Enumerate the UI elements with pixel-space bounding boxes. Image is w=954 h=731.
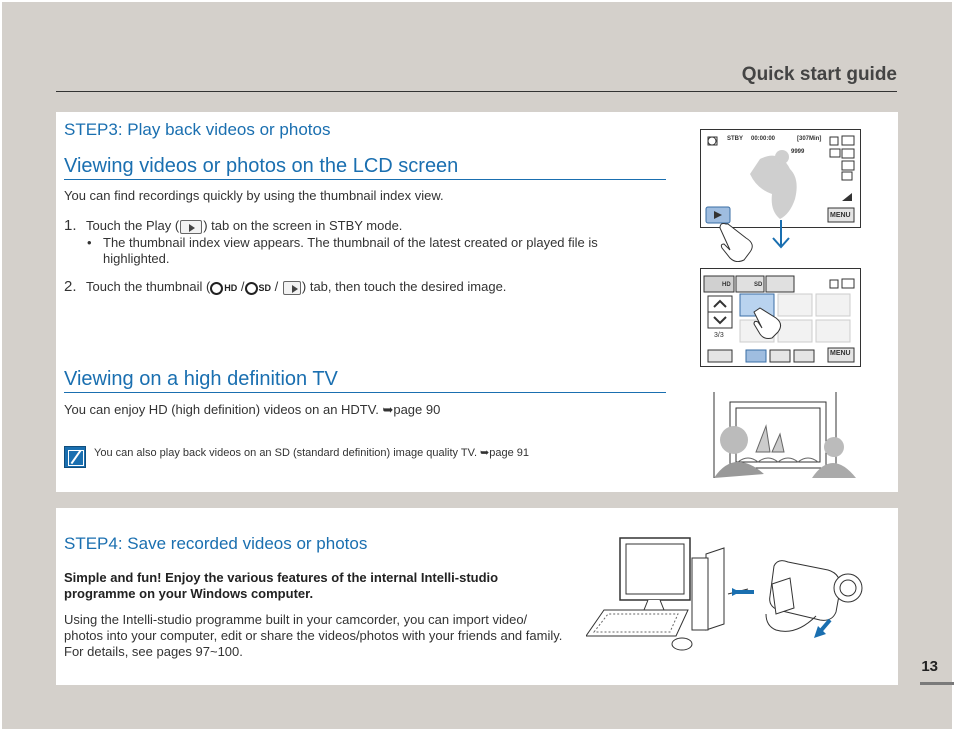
item1-bullet-text: The thumbnail index view appears. The thumbnail of the latest created or played file is highlighted. [103, 235, 598, 266]
step4-bold-intro: Simple and fun! Enjoy the various features of the internal Intelli-studio programme on your Windows computer. [64, 570, 499, 601]
note-icon [64, 446, 86, 468]
play-tab-icon [180, 220, 202, 234]
photo-count: 9999 [791, 149, 805, 155]
sd-tab-label: SD [754, 282, 763, 288]
hd-tab-label: HD [722, 282, 731, 288]
page-number-rule [920, 682, 954, 685]
item2-number: 2. [64, 278, 77, 295]
hdtv-text: You can enjoy HD (high definition) videos on an HDTV. ➥page 90 [64, 402, 441, 417]
stby-label: STBY [727, 136, 744, 142]
hdtv-section-rule [64, 392, 666, 393]
step4-body-text: Using the Intelli-studio programme built in your camcorder, you can import video/ photos into your computer, edit or share the videos/photos with your friends and family. For details, see pages 97~100. [64, 612, 563, 659]
hdtv-room-illustration [708, 392, 858, 480]
lcd-section-title: Viewing videos or photos on the LCD screen [64, 155, 459, 177]
item1-text: Touch the Play ( ) tab on the screen in STBY mode. [86, 218, 403, 233]
menu-button-2: MENU [830, 350, 851, 357]
page-indicator: 3/3 [714, 332, 724, 339]
hand-and-arrow-illustration [716, 212, 826, 262]
menu-button-1: MENU [830, 212, 851, 219]
hdtv-section-title: Viewing on a high definition TV [64, 368, 338, 390]
header-divider [56, 91, 897, 92]
item1-number: 1. [64, 217, 77, 234]
lcd-section-rule [64, 179, 666, 180]
step4-title [64, 534, 367, 554]
step4-panel [56, 508, 898, 685]
step3-title [64, 120, 330, 140]
hdtv-note-text: You can also play back videos on an SD (standard definition) image quality TV. ➥page 91 [94, 447, 530, 459]
lcd-intro-text: You can find recordings quickly by using the thumbnail index view. [64, 188, 444, 203]
timecode: 00:00:00 [751, 136, 776, 142]
hd-thumbnail-icon: HD [210, 280, 237, 296]
remaining-time: [307Min] [797, 136, 822, 142]
item2-text: Touch the thumbnail ( HD / SD / ) tab, then touch the desired image. [86, 279, 507, 294]
step3-prefix: STEP3 [64, 120, 118, 139]
step3-title-text: : Play back videos or photos [117, 120, 331, 139]
step3-panel [56, 112, 898, 492]
computer-and-camcorder-illustration [586, 536, 886, 662]
photo-thumbnail-icon [283, 281, 301, 295]
step4-title-text: : Save recorded videos or photos [117, 534, 368, 553]
page-header-title: Quick start guide [741, 64, 897, 85]
sd-thumbnail-icon: SD [245, 280, 272, 296]
step4-prefix: STEP4 [64, 534, 118, 553]
page-number: 13 [921, 658, 938, 675]
bullet-dot: • [87, 235, 92, 250]
